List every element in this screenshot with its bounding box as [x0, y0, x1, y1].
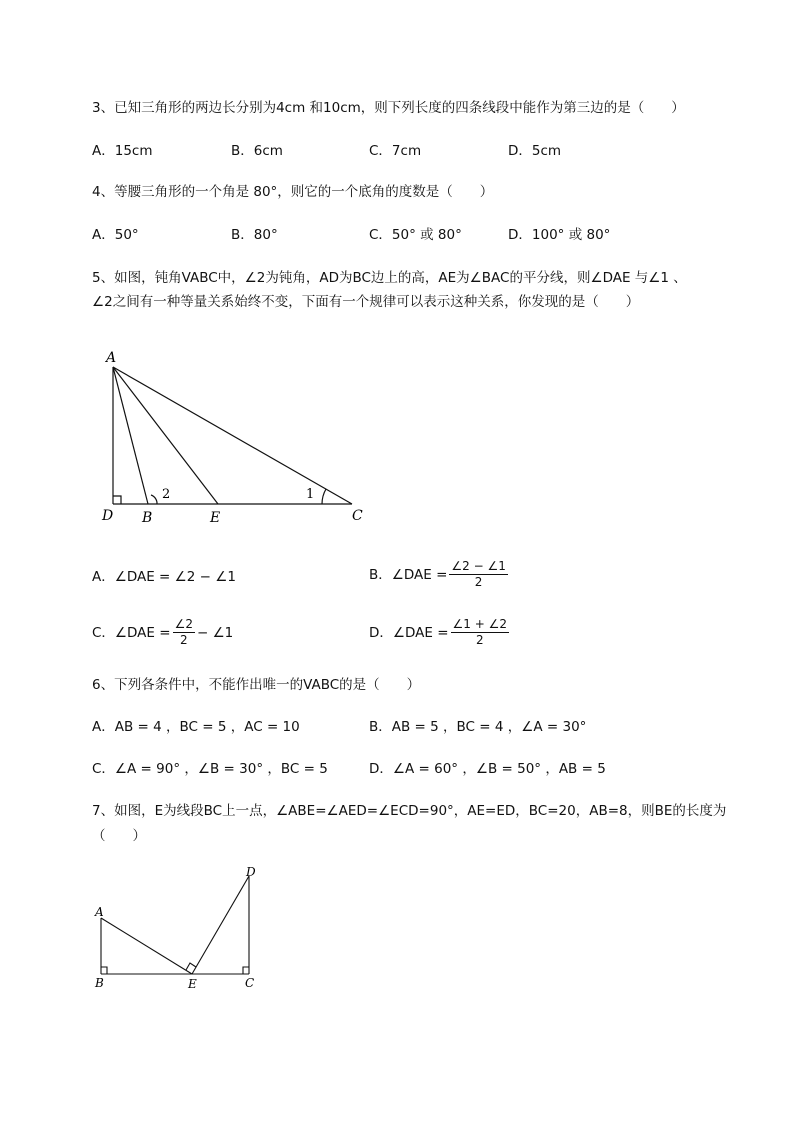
q4-option-c: C．50° 或 80° — [369, 227, 462, 243]
q6-option-b: B．AB = 5 ，BC = 4 ，∠A = 30° — [369, 719, 587, 735]
q3-option-d: D．5cm — [508, 143, 562, 159]
angle-2-arc — [151, 495, 157, 504]
q3-stem: 3、已知三角形的两边长分别为4cm 和10cm，则下列长度的四条线段中能作为第三边的是（ ） — [92, 100, 685, 116]
right-angle-mark-d — [113, 496, 121, 504]
q3-option-c: C．7cm — [369, 143, 422, 159]
q5-option-d-fraction — [451, 617, 509, 648]
angle-1-arc — [322, 489, 326, 504]
q5-option-d-numerator: ∠1 + ∠2 — [452, 617, 507, 631]
q5-option-b-denominator: 2 — [474, 575, 483, 589]
q6-option-a: A．AB = 4 ，BC = 5 ，AC = 10 — [92, 719, 300, 735]
label-a: A — [95, 905, 104, 919]
right-angle-mark-b — [101, 967, 107, 974]
q4-stem: 4、等腰三角形的一个角是 80°，则它的一个底角的度数是（ ） — [92, 184, 494, 200]
q5-option-b-prefix: B．∠DAE = — [369, 566, 448, 583]
q5-stem-line2: ∠2之间有一种等量关系始终不变，下面有一个规律可以表示这种关系，你发现的是（ ） — [92, 294, 640, 310]
q6-option-d: D．∠A = 60° ，∠B = 50° ，AB = 5 — [369, 761, 606, 777]
q5-option-d-prefix: D．∠DAE = — [369, 624, 449, 641]
q7-stem-line2: （ ） — [92, 828, 146, 844]
label-c: C — [352, 508, 363, 524]
q6-stem: 6、下列各条件中，不能作出唯一的VABC的是（ ） — [92, 677, 421, 693]
label-b: B — [142, 510, 153, 526]
q5-option-d — [369, 617, 511, 648]
q4-option-d: D．100° 或 80° — [508, 227, 611, 243]
q5-stem-line1: 5、如图，钝角VABC中，∠2为钝角，AD为BC边上的高，AE为∠BAC的平分线，则∠DAE 与∠1 、 — [92, 270, 687, 286]
q3-option-b: B．6cm — [231, 143, 283, 159]
q5-option-a: A．∠DAE = ∠2 − ∠1 — [92, 569, 236, 585]
q5-option-c-denominator: 2 — [179, 633, 188, 647]
q5-option-c-prefix: C．∠DAE = — [92, 624, 171, 641]
segment-ae — [113, 367, 218, 504]
label-d: D — [102, 508, 114, 524]
segment-ac — [113, 367, 352, 504]
q5-option-b-numerator: ∠2 − ∠1 — [451, 559, 506, 573]
segment-ab — [113, 367, 148, 504]
q5-triangle-figure — [96, 340, 386, 530]
segment-ed — [192, 876, 249, 974]
q4-option-b: B．80° — [231, 227, 278, 243]
q5-option-c-numerator: ∠2 — [174, 617, 193, 631]
q3-option-a: A．15cm — [92, 143, 153, 159]
label-e: E — [210, 510, 221, 526]
label-d: D — [246, 865, 256, 879]
label-angle-1: 1 — [306, 487, 315, 502]
label-b: B — [95, 976, 104, 990]
q6-option-c: C．∠A = 90° ，∠B = 30° ，BC = 5 — [92, 761, 328, 777]
label-a: A — [106, 350, 117, 366]
q7-figure — [86, 862, 276, 1002]
q5-option-b — [369, 559, 510, 590]
q4-option-a: A．50° — [92, 227, 139, 243]
segment-ae — [101, 918, 192, 974]
q5-option-c-suffix: − ∠1 — [196, 624, 234, 641]
q5-option-c — [92, 617, 233, 648]
q5-option-c-fraction — [173, 617, 195, 648]
q7-stem-line1: 7、如图，E为线段BC上一点，∠ABE=∠AED=∠ECD=90°，AE=ED，BC=20，AB=8，则BE的长度为 — [92, 803, 727, 819]
label-angle-2: 2 — [162, 487, 171, 502]
label-e: E — [188, 977, 197, 991]
right-angle-mark-c — [243, 967, 249, 974]
q5-option-b-fraction — [449, 559, 507, 590]
label-c: C — [245, 976, 255, 990]
q5-option-d-denominator: 2 — [475, 633, 484, 647]
